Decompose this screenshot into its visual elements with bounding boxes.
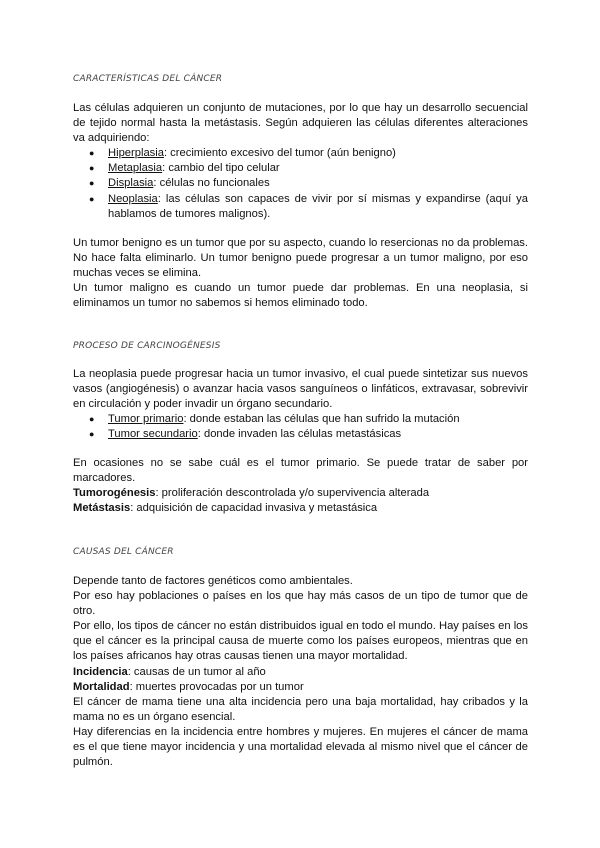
paragraph: Hay diferencias en la incidencia entre hombres y mujeres. En mujeres el cáncer de mama es el que tiene mayor incidencia y una mortalidad elevada al mismo nivel que el cáncer de pulmón. <box>73 725 528 769</box>
paragraph: El cáncer de mama tiene una alta incidencia pero una baja mortalidad, hay cribados y la mama no es un órgano esencial. <box>73 695 528 723</box>
paragraph: Por ello, los tipos de cáncer no están distribuidos igual en todo el mundo. Hay países en los que el cáncer es la principal causa de muerte como los países europeos, mientras que en los países africanos hay otras causas tienen una mayor mortalidad. <box>73 620 528 663</box>
bullet-icon: ● <box>89 163 95 174</box>
section-heading-causas: CAUSAS DEL CÁNCER <box>73 547 174 557</box>
bullet-icon: ● <box>89 429 95 440</box>
list-item: ● Displasia: células no funcionales <box>108 176 528 191</box>
paragraph: Un tumor benigno es un tumor que por su aspecto, cuando lo resercionas no da problemas. No hace falta eliminarlo. Un tumor benigno puede progresar a un tumor maligno, por eso muchas veces se elimina. <box>73 237 528 280</box>
section-body-carcinogenesis <box>73 367 528 442</box>
bullet-icon: ● <box>89 193 95 204</box>
paragraph: Las células adquieren un conjunto de mutaciones, por lo que hay un desarrollo secuencial de tejido normal hasta la metástasis. Según adquieren las células diferentes alteraciones va adquiriendo: <box>73 102 528 145</box>
bullet-icon: ● <box>89 414 95 425</box>
paragraph: Depende tanto de factores genéticos como ambientales. <box>73 575 353 587</box>
list-item: ● Hiperplasia: crecimiento excesivo del tumor (aún benigno) <box>108 146 528 161</box>
list-item: ● Metaplasia: cambio del tipo celular <box>108 161 528 176</box>
list-item: ● Tumor secundario: donde invaden las células metastásicas <box>108 427 528 442</box>
list-item: ● Tumor primario: donde estaban las células que han sufrido la mutación <box>108 412 528 427</box>
section-heading-caracteristicas: CARACTERÍSTICAS DEL CÁNCER <box>73 74 223 84</box>
section-heading-carcinogenesis: PROCESO DE CARCINOGÉNESIS <box>73 341 221 351</box>
bullet-icon: ● <box>89 178 95 189</box>
definition: Incidencia: causas de un tumor al año <box>73 665 266 678</box>
bullet-list <box>73 146 528 221</box>
section-body-carcinogenesis-defs <box>73 456 528 516</box>
paragraph: En ocasiones no se sabe cuál es el tumor primario. Se puede tratar de saber por marcadores. <box>73 457 528 485</box>
section-body-causas <box>73 574 528 770</box>
section-body-caracteristicas <box>73 101 528 222</box>
section-body-caracteristicas-tumor <box>73 236 528 311</box>
paragraph: Por eso hay poblaciones o países en los que hay más casos de un tipo de tumor que de otro. <box>73 590 528 618</box>
definition: Mortalidad: muertes provocadas por un tumor <box>73 680 304 693</box>
definition: Metástasis: adquisición de capacidad invasiva y metastásica <box>73 502 378 515</box>
list-item: ● Neoplasia: las células son capaces de vivir por sí mismas y expandirse (aquí ya hablamos de tumores malignos). <box>89 192 528 220</box>
paragraph: La neoplasia puede progresar hacia un tumor invasivo, el cual puede sintetizar sus nuevos vasos (angiogénesis) o avanzar hacia vasos sanguíneos o linfáticos, extravasar, sobrevivir en circulación y poder invadir un órgano secundario. <box>73 368 528 411</box>
definition: Tumorogénesis: proliferación descontrolada y/o supervivencia alterada <box>73 487 430 500</box>
bullet-icon: ● <box>89 148 95 159</box>
paragraph: Un tumor maligno es cuando un tumor puede dar problemas. En una neoplasia, si eliminamos un tumor no sabemos si hemos eliminado todo. <box>73 282 528 310</box>
bullet-list <box>73 412 528 442</box>
